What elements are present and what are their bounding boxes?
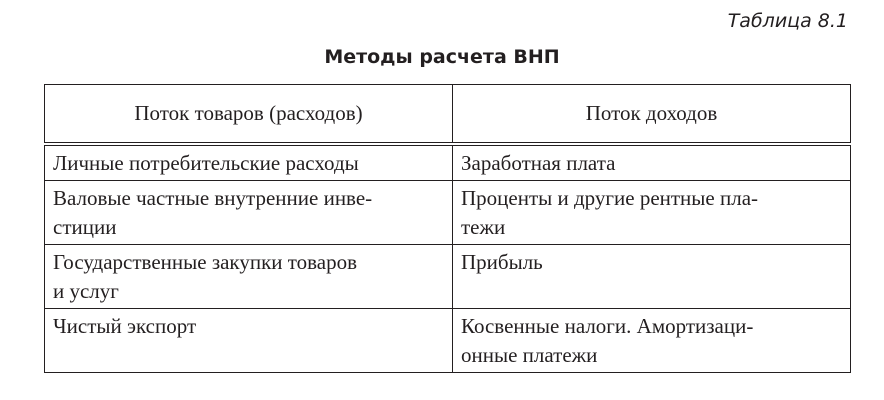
table-number: Таблица 8.1 [727,10,848,32]
table-row [45,309,851,373]
table-row [45,144,851,181]
gnp-methods-table [44,84,851,373]
income-cell: Косвенные налоги. Амортизаци- онные платежи [453,309,851,373]
column-header-income-flow: Поток доходов [453,85,851,145]
column-header-expenditure-flow: Поток товаров (расходов) [45,85,453,145]
expenditure-cell: Государственные закупки товаров и услуг [45,245,453,309]
table-header-row [45,85,851,145]
expenditure-cell: Валовые частные внутренние инве- стиции [45,181,453,245]
income-cell: Заработная плата [453,144,851,181]
table-row [45,245,851,309]
table-row [45,181,851,245]
expenditure-cell: Чистый экспорт [45,309,453,373]
income-cell: Прибыль [453,245,851,309]
expenditure-cell: Личные потребительские расходы [45,144,453,181]
table-title: Методы расчета ВНП [324,46,560,68]
income-cell: Проценты и другие рентные пла- тежи [453,181,851,245]
